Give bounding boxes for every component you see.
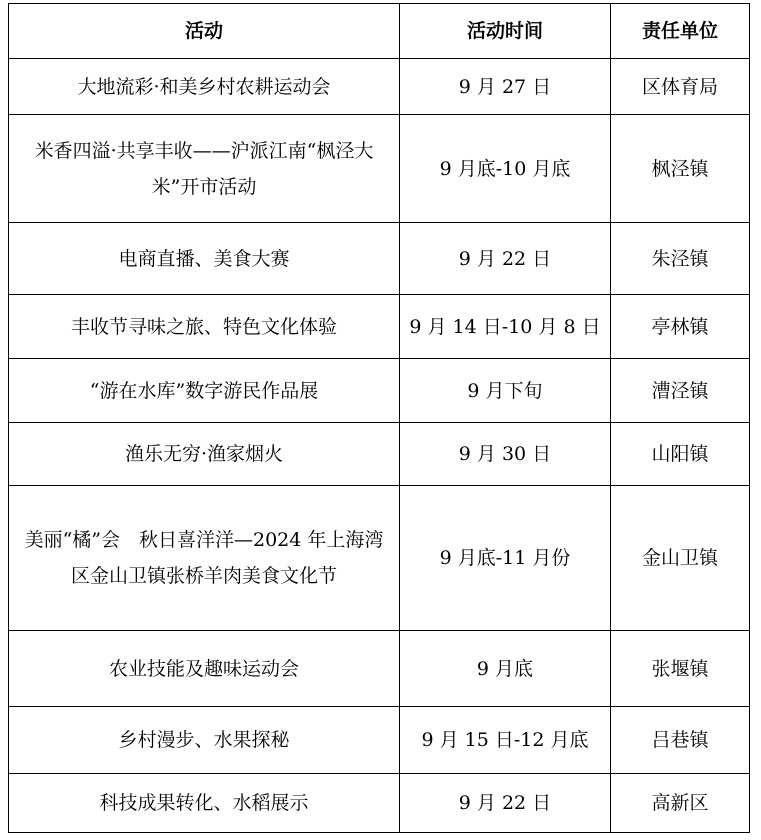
unit-cell: 张堰镇 [611,631,750,707]
activity-cell: 丰收节寻味之旅、特色文化体验 [9,295,400,359]
header-activity: 活动 [9,4,400,59]
time-cell: 9 月 27 日 [400,59,611,115]
unit-cell: 枫泾镇 [611,115,750,223]
unit-cell: 山阳镇 [611,423,750,486]
time-cell: 9 月底 [400,631,611,707]
activity-cell: “游在水库”数字游民作品展 [9,359,400,423]
activity-cell: 乡村漫步、水果探秘 [9,707,400,774]
unit-cell: 亭林镇 [611,295,750,359]
table-row [9,707,750,774]
unit-cell: 漕泾镇 [611,359,750,423]
activity-cell: 科技成果转化、水稻展示 [9,774,400,833]
unit-cell: 高新区 [611,774,750,833]
time-cell: 9 月底-11 月份 [400,486,611,631]
table-row [9,223,750,295]
time-cell: 9 月下旬 [400,359,611,423]
table-header-row [9,4,750,59]
activity-cell: 电商直播、美食大赛 [9,223,400,295]
table-row [9,359,750,423]
activity-cell: 美丽“橘”会 秋日喜洋洋—2024 年上海湾区金山卫镇张桥羊肉美食文化节 [9,486,400,631]
activity-cell: 渔乐无穷·渔家烟火 [9,423,400,486]
unit-cell: 朱泾镇 [611,223,750,295]
activity-cell: 农业技能及趣味运动会 [9,631,400,707]
table-row [9,295,750,359]
header-activity-time: 活动时间 [400,4,611,59]
unit-cell: 金山卫镇 [611,486,750,631]
time-cell: 9 月底-10 月底 [400,115,611,223]
time-cell: 9 月 22 日 [400,223,611,295]
unit-cell: 区体育局 [611,59,750,115]
time-cell: 9 月 22 日 [400,774,611,833]
time-cell: 9 月 14 日-10 月 8 日 [400,295,611,359]
table-row [9,423,750,486]
time-cell: 9 月 30 日 [400,423,611,486]
activity-cell: 大地流彩·和美乡村农耕运动会 [9,59,400,115]
activity-cell: 米香四溢·共享丰收——沪派江南“枫泾大米”开市活动 [9,115,400,223]
table-row [9,59,750,115]
activity-table [8,3,750,833]
table-row [9,115,750,223]
header-responsible-unit: 责任单位 [611,4,750,59]
unit-cell: 吕巷镇 [611,707,750,774]
time-cell: 9 月 15 日-12 月底 [400,707,611,774]
table-row [9,631,750,707]
table-row [9,774,750,833]
table-row [9,486,750,631]
